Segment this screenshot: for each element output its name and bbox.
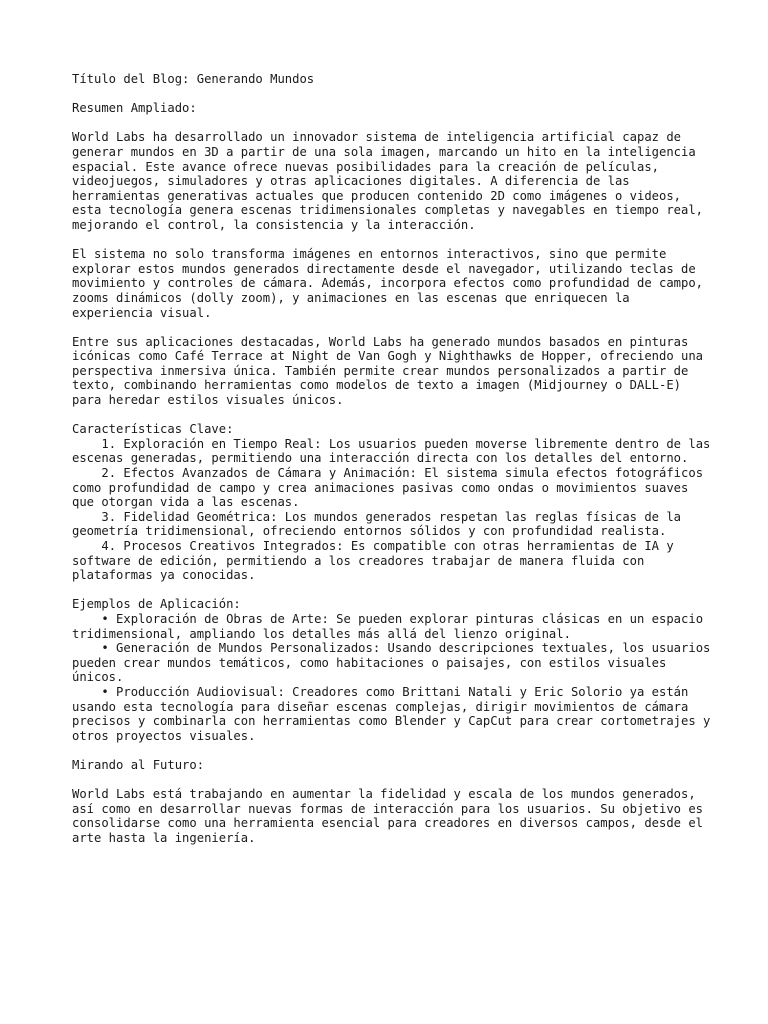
- spacer: [72, 320, 712, 335]
- future-paragraph: World Labs está trabajando en aumentar la fidelidad y escala de los mundos generados, así como en desarrollar nuevas formas de interacción para los usuarios. Su objetivo es consolidarse como una herramienta esencial para creadores en diversos campos, desde el arte hasta la ingeniería.: [72, 787, 711, 845]
- summary-paragraph-3: Entre sus aplicaciones destacadas, World Labs ha generado mundos basados en pinturas icónicas como Café Terrace at Night de Van Gogh y Nighthawks de Hopper, ofreciendo una perspectiva inmersiva única. También permite crear mundos personalizados a partir de texto, combinando herramientas como modelos de texto a imagen (Midjourney o DALL-E) para heredar estilos visuales únicos.: [72, 334, 711, 408]
- spacer: [72, 233, 712, 248]
- blog-title: Título del Blog: Generando Mundos: [72, 72, 315, 86]
- example-item: • Generación de Mundos Personalizados: Usando descripciones textuales, los usuarios pueden crear mundos temáticos, como habitaciones o paisajes, con estilos visuales únicos.: [72, 641, 718, 685]
- feature-item: 3. Fidelidad Geométrica: Los mundos generados respetan las reglas físicas de la geometría tridimensional, ofreciendo entornos sólidos y con profundidad realista.: [72, 509, 689, 539]
- spacer: [72, 116, 712, 131]
- spacer: [72, 583, 712, 598]
- example-item: • Producción Audiovisual: Creadores como Brittani Natali y Eric Solorio ya están usando esta tecnología para diseñar escenas complejas, dirigir movimientos de cámara precisos y combinarla con herramientas como Blender y CapCut para crear cortometrajes y otros proyectos visuales.: [72, 684, 718, 743]
- feature-item: 4. Procesos Creativos Integrados: Es compatible con otras herramientas de IA y software de edición, permitiendo a los creadores trabajar de manera fluida con plataformas ya conocidas.: [72, 539, 682, 583]
- spacer: [72, 743, 712, 758]
- summary-heading: Resumen Ampliado:: [72, 101, 197, 116]
- features-heading: Características Clave:: [72, 422, 234, 437]
- feature-item: 1. Exploración en Tiempo Real: Los usuarios pueden moverse libremente dentro de las escenas generadas, permitiendo una interacción directa con los detalles del entorno.: [72, 436, 718, 466]
- document-page: [72, 72, 718, 845]
- spacer: [72, 87, 712, 102]
- examples-heading: Ejemplos de Aplicación:: [72, 597, 241, 612]
- summary-paragraph-1: World Labs ha desarrollado un innovador sistema de inteligencia artificial capaz de generar mundos en 3D a partir de una sola imagen, marcando un hito en la inteligencia espacial. Este avance ofrece nuevas posibilidades para la creación de películas, videojuegos, simuladores y otras aplicaciones digitales. A diferencia de las herramientas generativas actuales que producen contenido 2D como imágenes o videos, esta tecnología genera escenas tridimensionales completas y navegables en tiempo real, mejorando el control, la consistencia y la interacción.: [72, 130, 711, 232]
- summary-paragraph-2: El sistema no solo transforma imágenes en entornos interactivos, sino que permite explorar estos mundos generados directamente desde el navegador, utilizando teclas de movimiento y controles de cámara. Además, incorpora efectos como profundidad de campo, zooms dinámicos (dolly zoom), y animaciones en las escenas que enriquecen la experiencia visual.: [72, 247, 711, 320]
- future-heading: Mirando al Futuro:: [72, 757, 205, 772]
- example-item: • Exploración de Obras de Arte: Se pueden explorar pinturas clásicas en un espacio tridimensional, ampliando los detalles más allá del lienzo original.: [72, 611, 711, 641]
- feature-item: 2. Efectos Avanzados de Cámara y Animación: El sistema simula efectos fotográficos como profundidad de campo y crea animaciones pasivas como ondas o movimientos suaves que otorgan vida a las escenas.: [72, 466, 711, 510]
- spacer: [72, 773, 712, 788]
- spacer: [72, 408, 712, 423]
